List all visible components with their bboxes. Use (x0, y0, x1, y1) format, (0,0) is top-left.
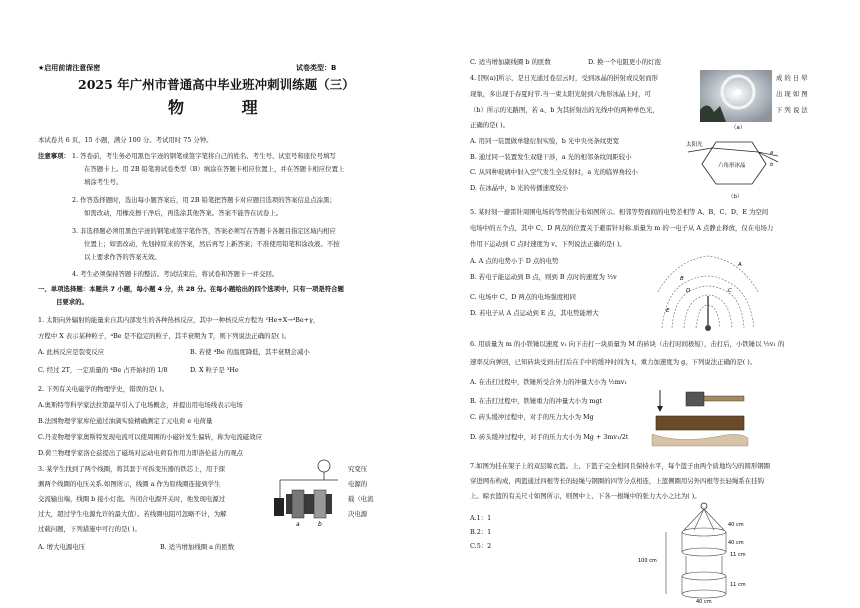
hammer-brick-figure (650, 386, 750, 448)
dim-label: 40 cm (696, 599, 712, 604)
notes-label: 注意事项： (38, 152, 70, 160)
q3-side-text: 决电源 (348, 510, 368, 518)
q7-stem: 7.如图为挂在架子上的双层晾衣篮。上、下篮子完全相同且保持水平，每个篮子由两个质地均匀的圆形钢圈 (470, 462, 771, 470)
q5-stem: 作用下运动到 C 点时速度为 v。下列说法正确的是( )。 (470, 240, 626, 248)
q4-stem: 4. [图(a)]所示，是日光通过卷层云时，受到冰晶的折射或反射而形 (470, 74, 659, 82)
q4-option-c: C. 从同种玻璃中射入空气发生全反射时，a 光的临界角较小 (470, 168, 638, 176)
halo-photo (700, 70, 772, 130)
lower-ring (682, 572, 726, 580)
svg-text:E: E (666, 308, 670, 314)
note-line: 填涂考生号。 (84, 178, 123, 186)
q3-option-b: B. 适当增加线圈 a 的匝数 (160, 543, 235, 551)
coil-b (314, 490, 326, 518)
q3-stem: 交流输出端，线圈 b 接小灯泡。当闭合电源开关时，他发现电源过 (38, 495, 226, 503)
q7-option-b: B.2：1 (470, 528, 492, 536)
dim-label: 40 cm (728, 522, 744, 528)
q3-side-text: 电源的 (348, 480, 368, 488)
coil-a (292, 490, 304, 518)
exam-title: 2025 年广州市普通高中毕业班冲刺训练题（三） (78, 77, 355, 92)
q4-side-text: 成 的 日 晕 (776, 74, 808, 82)
q4-option-d: D. 在冰晶中，b 光的传播速度较小 (470, 184, 569, 192)
q6-option-a: A. 在击打过程中，铁锤所受合外力的冲量大小为 ½mv₁ (470, 378, 627, 386)
q7-stem: 上。晾衣篮的有关尺寸如图所示，则图中上、下各一根绳中的张力大小之比为( )。 (470, 492, 701, 500)
fig-b-label: （b） (728, 194, 743, 200)
q4-stem: （b）所示的光路图，若 a、b 为其折射出的光线中的两种单色光， (470, 106, 659, 114)
q6-option-b: B. 在击打过程中，铁锤重力的冲量大小为 mgt (470, 397, 603, 405)
svg-text:b: b (318, 521, 322, 528)
power-supply (274, 498, 284, 516)
q4-side-text: 出 现 如 图 (776, 90, 808, 98)
q6-stem: 6. 用质量为 m 的小铁锤以速度 v₁ 向下击打一块质量为 M 的砖块（击打时间极短），击打后，小铁锤以 ½v₁ 的 (470, 340, 785, 348)
q2-option-b: B.法国物理学家库伦通过油滴实验精确测定了元电荷 e 电荷量 (38, 417, 213, 425)
q3-stem: 3. 某学生找到了两个线圈，将其套于可拆变压器的铁芯上，用于探 (38, 465, 226, 473)
q6-stem: 速率反向弹回，已知砖块受到击打后在手中的缓冲时间为 t，重力加速度为 g，下列说法正确的是( )。 (470, 358, 757, 366)
fig-a-label: （a） (731, 125, 746, 130)
hammer-handle (704, 396, 744, 401)
q5-option-d: D. 若电子从 A 点运动到 E 点，其电势能增大 (470, 309, 599, 317)
sunlight-label: 太阳光 (686, 142, 703, 148)
hook (701, 503, 707, 509)
note-line: 如需改动，用橡皮擦干净后，再选涂其他答案。答案不能答在试卷上。 (84, 209, 283, 217)
q4-side-text: 下 列 说 法 (776, 106, 808, 114)
q4-option-a: A. 用同一装置做单缝衍射实验，b 光中央亮条纹更宽 (470, 137, 620, 145)
q2-option-d: D.荷兰物理学家洛仑兹提出了磁场对运动电荷有作用力即洛伦兹力的观点 (38, 449, 244, 457)
svg-text:a: a (770, 150, 774, 156)
q4-stem: 正确的是( )。 (470, 121, 509, 129)
equipotential-figure (656, 252, 760, 332)
svg-text:a: a (296, 521, 300, 528)
q2-stem: 2. 下列有关电磁学的物理学史，错误的是( )。 (38, 385, 169, 393)
q1-option-a: A. 此核反应是裂变反应 (38, 348, 105, 356)
q5-option-b: B. 若电子能运动到 B 点，则到 B 点时的速度为 ½v (470, 273, 617, 281)
exam-type: 试卷类型：B (296, 64, 337, 72)
q2-option-c: C.丹麦物理学家奥斯特发现电流可以使周围的小磁针发生偏转，称为电流磁效应 (38, 433, 262, 441)
q5-stem: 5. 某时刻一避雷针周围电场的等势面分布如图所示。相邻等势面间的电势差相等 A、B、C、D、E 为空间 (470, 208, 769, 216)
q5-option-a: A. A 点的电势小于 D 点的电势 (470, 257, 559, 265)
q3-option-d: D. 换一个电阻更小的灯泡 (588, 58, 661, 66)
note-line: 1. 答卷前，考生务必用黑色字迹的钢笔或签字笔将自己的姓名、考生号、试室号和座位号填写 (72, 152, 336, 160)
transformer-figure (274, 458, 346, 530)
dim-label: 40 cm (728, 540, 744, 546)
q3-side-text: 究变压 (348, 465, 368, 473)
q3-side-text: 载（电流 (348, 495, 374, 503)
q3-stem: 测两个线圈的电压关系.如图所示，线圈 a 作为原线圈连接到学生 (38, 480, 221, 488)
q6-option-c: C. 砖头缓冲过程中，对手的压力大小为 Mg (470, 413, 594, 421)
note-line: 在答题卡上。用 2B 铅笔将试卷类型（B）填涂在答题卡相应位置上，并在答题卡相应位置上 (84, 165, 345, 173)
svg-text:A: A (738, 262, 742, 268)
q4-option-b: B. 通过同一装置发生双缝干涉，a 光的相邻条纹间距较小 (470, 153, 632, 161)
q5-stem: 电场中的五个点，其中 C、D 两点的位置关于避雷针对称.质量为 m 的一电子从 A 点静止释放，仅在电场力 (470, 224, 774, 232)
dim-label: 11 cm (730, 552, 746, 558)
q5-option-c: C. 电场中 C、D 两点的电场强度相同 (470, 293, 576, 301)
q7-stem: 穿进网布构成，两篮通过四根等长的轻绳与钢圈的四等分点相连，上篮侧圈用另外四根等长轻绳系在挂钩 (470, 477, 764, 485)
svg-text:B: B (680, 276, 684, 282)
brick (656, 416, 744, 430)
note-line: 位置上；如需改动，先划掉原来的答案，然后再写上新答案；不准使用铅笔和涂改液。不按 (84, 240, 340, 248)
note-line: 2. 作答选择题时，选出每小题答案后，用 2B 铅笔把答题卡对应题目选项的答案信息点涂黑； (72, 196, 336, 204)
section-heading-cont: 目要求的。 (56, 298, 88, 306)
svg-text:C: C (728, 288, 732, 294)
hammer-head (686, 392, 704, 406)
q1-option-b: B. 若使 ⁴Be 的温度降低，其半衰期会减小 (190, 348, 310, 356)
exam-info: 本试卷共 6 页，15 小题，满分 100 分。考试用时 75 分钟。 (38, 136, 213, 144)
svg-text:b: b (770, 162, 774, 168)
note-line: 以上要求作答的答案无效。 (84, 253, 161, 261)
q2-option-a: A.奥斯特等科学家法拉第最早引入了电场概念，并提出用电场线表示电场 (38, 401, 243, 409)
q7-option-c: C.5：2 (470, 542, 492, 550)
upper-ring (682, 528, 726, 536)
q6-option-d: D. 砖头缓冲过程中，对手的压力大小为 Mg + 3mv₁/2t (470, 433, 629, 441)
section-heading: 一、单项选择题：本题共 7 小题，每小题 4 分，共 28 分。在每小题给出的四个选项中，只有一项是符合题 (38, 285, 344, 293)
lamp-bulb (318, 460, 330, 472)
q1-option-c: C. 经过 2T，一定质量的 ⁴Be 占开始时的 1/8 (38, 366, 168, 374)
crystal-label: 六角形冰晶 (718, 163, 746, 169)
ice-crystal-diagram (686, 134, 780, 192)
confidential-notice: ★启用前请注意保密 (38, 64, 101, 72)
dim-label: 11 cm (730, 582, 746, 588)
q3-option-c: C. 适当增加副线圈 b 的匝数 (470, 58, 551, 66)
q3-stem: 过载问题，下列措施中可行的是( )。 (38, 525, 141, 533)
note-line: 4. 考生必须保持答题卡的整洁。考试结束后，将试卷和答题卡一并交回。 (72, 270, 279, 278)
dim-label: 100 cm (638, 558, 657, 564)
svg-text:D: D (686, 288, 691, 294)
q3-option-a: A. 增大电源电压 (38, 543, 86, 551)
q4-stem: 现象，多出现于春夏时节.当一束太阳光射到六角形冰晶上时，可 (470, 90, 651, 98)
laundry-basket-figure (636, 500, 772, 604)
q7-option-a: A.1：1 (470, 514, 492, 522)
q1-stem: 1. 太阳向外辐射的能量来自其内部发生的各种热核反应，其中一种核反应方程为 ²He+X→⁴Be+γ， (38, 316, 320, 324)
note-line: 3. 非选择题必须用黑色字迹的钢笔或签字笔作答，答案必须写在答题卡各题目指定区域内相应 (72, 227, 336, 235)
q1-stem: 方程中 X 表示某种粒子，⁴Be 是不稳定的粒子，其半衰期为 T，则下列说法正确的是( )。 (38, 332, 291, 340)
subject-title: 物 理 (168, 98, 284, 117)
q1-option-d: D. X 粒子是 ³He (190, 366, 239, 374)
q3-stem: 过大，超过学生电源允许的最大值）。若线圈电阻可忽略不计，为解 (38, 510, 227, 518)
hand (652, 434, 748, 446)
